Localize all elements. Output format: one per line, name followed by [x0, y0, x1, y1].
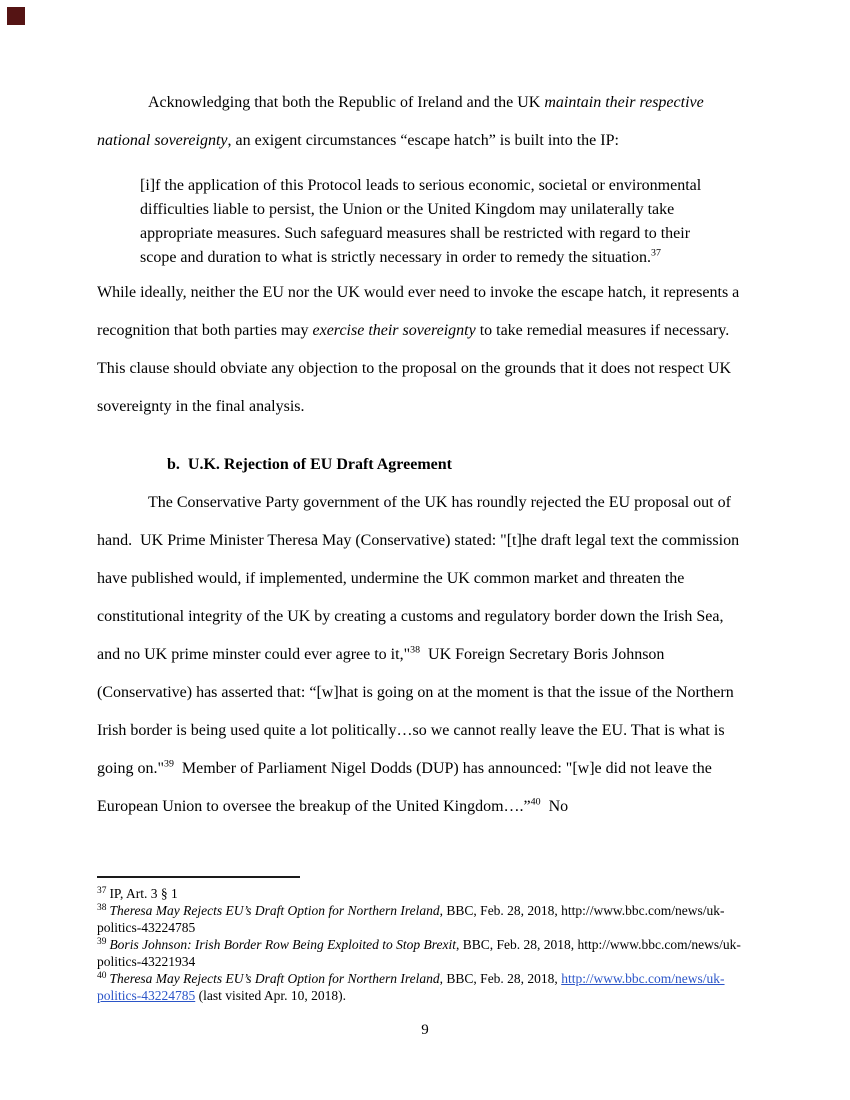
footnote-ref-37: 37	[650, 247, 661, 259]
footnote-39-number: 39	[97, 936, 107, 947]
paragraph-escape-italic: exercise their sovereignty	[312, 322, 476, 339]
footnote-37-text: IP, Art. 3 § 1	[109, 886, 178, 901]
footnote-40	[97, 970, 749, 1004]
paragraph-rejection-part1: The Conservative Party government of the UK has roundly rejected the EU proposal out of hand. UK Prime Minister Theresa May (Conservative) stated: "[t]he draft legal text the commission have published would, if implemented, undermine the UK common market and threaten the constitutional integrity of the UK by creating a customs and regulatory border down the Irish Sea, and no UK prime minster could ever agree to it,"	[97, 494, 744, 663]
footnote-37-number: 37	[97, 885, 107, 896]
footnote-38-citation: , BBC, Feb. 28, 2018, http://www.bbc.com/news/uk-politics-43224785	[97, 903, 725, 935]
footnote-38-title: Theresa May Rejects EU’s Draft Option for Northern Ireland	[109, 903, 440, 918]
footnote-38	[97, 902, 749, 936]
paragraph-escape-tail: to take remedial measures if necessary. This clause should obviate any objection to the proposal on the grounds that it does not respect UK sovereignty in the final analysis.	[97, 322, 737, 415]
section-heading-b: b. U.K. Rejection of EU Draft Agreement	[167, 456, 452, 473]
footnote-ref-39: 39	[163, 758, 174, 770]
footnote-ref-40: 40	[530, 796, 541, 808]
paragraph-rejection-part3: Member of Parliament Nigel Dodds (DUP) has announced: "[w]e did not leave the European Union to oversee the breakup of the United Kingdom….”	[97, 760, 716, 815]
corner-marker	[7, 7, 25, 25]
blockquote-text: [i]f the application of this Protocol leads to serious economic, societal or environmental difficulties liable to persist, the Union or the United Kingdom may unilaterally take appropriate measures. Such safeguard measures shall be restricted with regard to their scope and duration to what is strictly necessary in order to remedy the situation.	[140, 177, 706, 266]
footnote-40-tail: (last visited Apr. 10, 2018).	[195, 988, 346, 1003]
footnote-40-hyperlink[interactable]: http://www.bbc.com/news/uk-politics-43224785	[97, 971, 725, 1003]
footnote-40-number: 40	[97, 970, 107, 981]
footnote-40-title: Theresa May Rejects EU’s Draft Option for Northern Ireland	[109, 971, 440, 986]
paragraph-intro	[97, 84, 749, 160]
paragraph-intro-lead: Acknowledging that both the Republic of Ireland and the UK	[148, 94, 545, 111]
page-content	[97, 84, 749, 1004]
paragraph-escape-hatch	[97, 274, 749, 426]
footnote-39-title: Boris Johnson: Irish Border Row Being Exploited to Stop Brexit	[109, 937, 457, 952]
paragraph-escape-lead: While ideally, neither the EU nor the UK would ever need to invoke the escape hatch, it represents a recognition that both parties may	[97, 284, 744, 339]
footnote-40-citation: , BBC, Feb. 28, 2018,	[439, 971, 562, 986]
paragraph-intro-tail: , an exigent circumstances “escape hatch” is built into the IP:	[227, 132, 619, 149]
page-number: 9	[421, 1022, 429, 1038]
footnote-37	[97, 885, 749, 902]
footnote-separator	[97, 876, 300, 878]
footnotes-section	[97, 876, 749, 1004]
paragraph-intro-italic: maintain their respective national sovereignty	[97, 94, 708, 149]
paragraph-rejection-part4: No	[540, 798, 569, 815]
footnote-39-citation: , BBC, Feb. 28, 2018, http://www.bbc.com/news/uk-politics-43221934	[97, 937, 741, 969]
footnote-39	[97, 936, 749, 970]
paragraph-rejection-part2: UK Foreign Secretary Boris Johnson (Conservative) has asserted that: “[w]hat is going on at the moment is that the issue of the Northern Irish border is being used quite a lot politically…so we cannot really leave the EU. That is what is going on."	[97, 646, 738, 777]
blockquote-protocol	[140, 174, 726, 270]
footnote-38-number: 38	[97, 902, 107, 913]
footnote-ref-38: 38	[410, 644, 421, 656]
paragraph-rejection	[97, 484, 749, 826]
